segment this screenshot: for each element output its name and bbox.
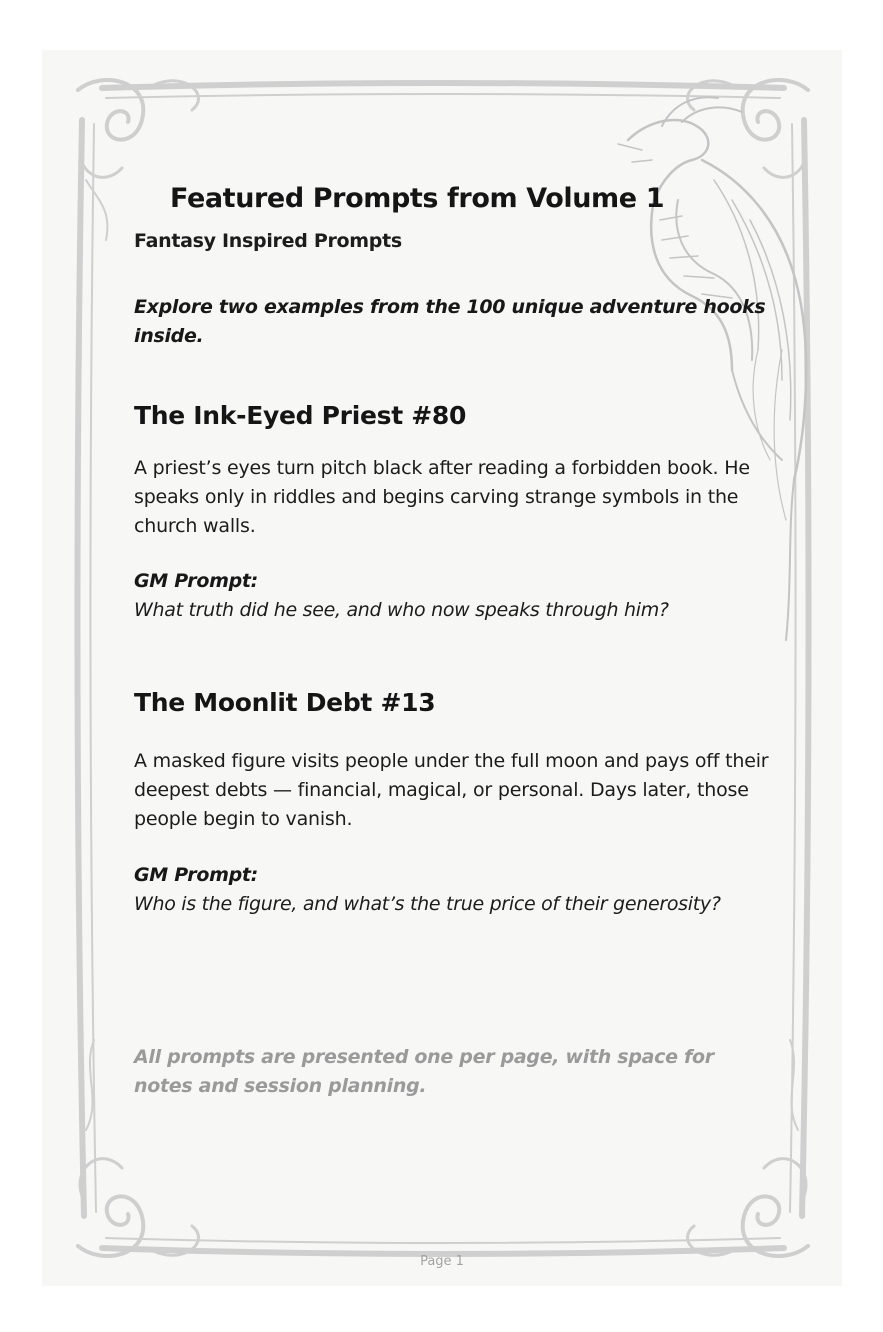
document-page [42,50,842,1286]
gm-prompt-text: What truth did he see, and who now speaks through him? [134,599,669,621]
prompt-title: The Moonlit Debt #13 [134,688,436,717]
gm-prompt-label: GM Prompt: [134,864,258,886]
gm-prompt-text: Who is the figure, and what’s the true price of their generosity? [134,893,721,915]
page-title: Featured Prompts from Volume 1 [170,183,665,214]
gm-prompt-label: GM Prompt: [134,570,258,592]
intro-text: Explore two examples from the 100 unique adventure hooks inside. [134,296,766,347]
page-number: Page 1 [420,1254,464,1269]
prompt-description: A masked figure visits people under the full moon and pays off their deepest debts — financial, magical, or personal. Days later, those people begin to vanish. [134,750,769,830]
prompt-title: The Ink-Eyed Priest #80 [134,401,467,430]
prompt-description: A priest’s eyes turn pitch black after reading a forbidden book. He speaks only in riddles and begins carving strange symbols in the church walls. [134,457,750,537]
page-subtitle: Fantasy Inspired Prompts [134,230,402,252]
footer-note: All prompts are presented one per page, with space for notes and session planning. [134,1046,714,1097]
